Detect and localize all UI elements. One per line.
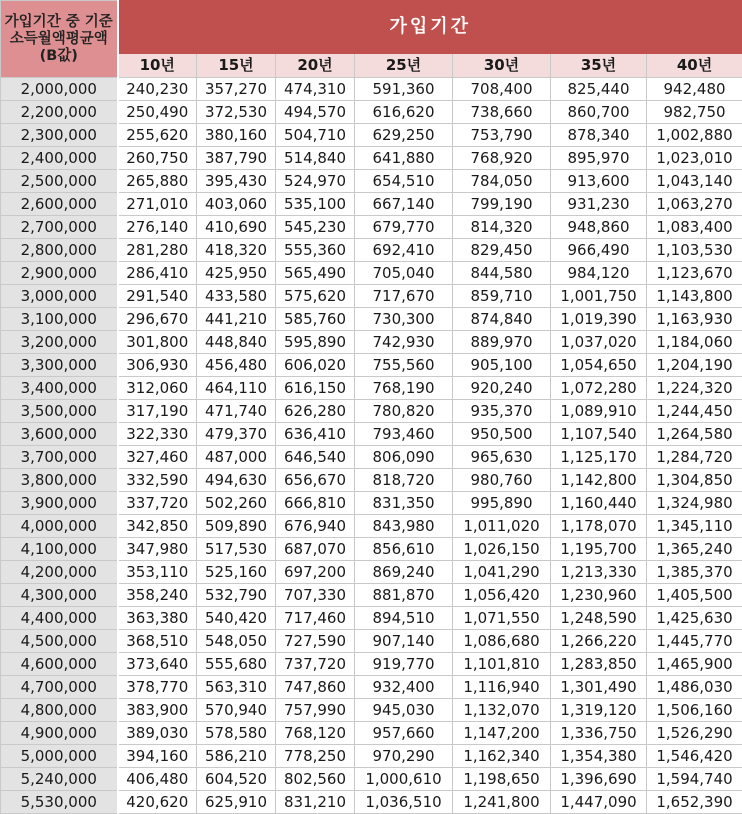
b-value-cell: 3,100,000	[1, 308, 118, 331]
pension-value-cell: 831,210	[276, 791, 355, 814]
pension-value-cell: 626,280	[276, 400, 355, 423]
pension-value-cell: 1,385,370	[647, 561, 742, 584]
pension-value-cell: 894,510	[355, 607, 453, 630]
pension-value-cell: 358,240	[118, 584, 197, 607]
pension-value-cell: 806,090	[355, 446, 453, 469]
b-value-cell: 5,240,000	[1, 768, 118, 791]
b-value-cell: 2,500,000	[1, 170, 118, 193]
pension-value-cell: 525,160	[197, 561, 276, 584]
pension-value-cell: 563,310	[197, 676, 276, 699]
pension-value-cell: 717,460	[276, 607, 355, 630]
pension-value-cell: 931,230	[551, 193, 647, 216]
pension-value-cell: 353,110	[118, 561, 197, 584]
pension-value-cell: 604,520	[197, 768, 276, 791]
table-row	[1, 193, 742, 216]
pension-value-cell: 1,026,150	[453, 538, 551, 561]
pension-value-cell: 586,210	[197, 745, 276, 768]
pension-value-cell: 1,041,290	[453, 561, 551, 584]
b-value-cell: 2,900,000	[1, 262, 118, 285]
pension-value-cell: 1,204,190	[647, 354, 742, 377]
b-value-cell: 4,300,000	[1, 584, 118, 607]
pension-value-cell: 799,190	[453, 193, 551, 216]
pension-value-cell: 591,360	[355, 78, 453, 101]
pension-value-cell: 342,850	[118, 515, 197, 538]
table-row	[1, 147, 742, 170]
pension-value-cell: 545,230	[276, 216, 355, 239]
pension-value-cell: 1,083,400	[647, 216, 742, 239]
pension-value-cell: 1,425,630	[647, 607, 742, 630]
pension-value-cell: 1,071,550	[453, 607, 551, 630]
pension-value-cell: 1,195,700	[551, 538, 647, 561]
pension-value-cell: 373,640	[118, 653, 197, 676]
pension-value-cell: 1,001,750	[551, 285, 647, 308]
pension-value-cell: 742,930	[355, 331, 453, 354]
pension-value-cell: 406,480	[118, 768, 197, 791]
table-row	[1, 469, 742, 492]
pension-value-cell: 575,620	[276, 285, 355, 308]
pension-value-cell: 368,510	[118, 630, 197, 653]
table-row	[1, 515, 742, 538]
pension-value-cell: 578,580	[197, 722, 276, 745]
b-value-cell: 3,700,000	[1, 446, 118, 469]
table-title: 가입기간	[118, 1, 742, 54]
pension-value-cell: 667,140	[355, 193, 453, 216]
pension-value-cell: 874,840	[453, 308, 551, 331]
pension-value-cell: 504,710	[276, 124, 355, 147]
pension-value-cell: 1,594,740	[647, 768, 742, 791]
pension-value-cell: 1,160,440	[551, 492, 647, 515]
pension-value-cell: 995,890	[453, 492, 551, 515]
b-value-cell: 3,200,000	[1, 331, 118, 354]
pension-value-cell: 950,500	[453, 423, 551, 446]
pension-value-cell: 895,970	[551, 147, 647, 170]
pension-value-cell: 717,670	[355, 285, 453, 308]
pension-value-cell: 1,213,330	[551, 561, 647, 584]
pension-value-cell: 814,320	[453, 216, 551, 239]
pension-value-cell: 856,610	[355, 538, 453, 561]
pension-value-cell: 420,620	[118, 791, 197, 814]
pension-value-cell: 1,147,200	[453, 722, 551, 745]
b-value-cell: 4,400,000	[1, 607, 118, 630]
b-value-cell: 4,000,000	[1, 515, 118, 538]
b-value-cell: 4,200,000	[1, 561, 118, 584]
pension-value-cell: 1,396,690	[551, 768, 647, 791]
pension-value-cell: 456,480	[197, 354, 276, 377]
pension-value-cell: 768,120	[276, 722, 355, 745]
pension-value-cell: 1,230,960	[551, 584, 647, 607]
pension-value-cell: 859,710	[453, 285, 551, 308]
b-value-cell: 4,600,000	[1, 653, 118, 676]
pension-value-cell: 296,670	[118, 308, 197, 331]
pension-value-cell: 802,560	[276, 768, 355, 791]
pension-value-cell: 1,142,800	[551, 469, 647, 492]
pension-value-cell: 1,248,590	[551, 607, 647, 630]
pension-value-cell: 1,198,650	[453, 768, 551, 791]
table-row	[1, 285, 742, 308]
table-row	[1, 170, 742, 193]
pension-value-cell: 919,770	[355, 653, 453, 676]
pension-value-cell: 1,284,720	[647, 446, 742, 469]
pension-value-cell: 656,670	[276, 469, 355, 492]
table-row	[1, 400, 742, 423]
pension-value-cell: 357,270	[197, 78, 276, 101]
pension-value-cell: 322,330	[118, 423, 197, 446]
pension-value-cell: 1,143,800	[647, 285, 742, 308]
b-value-cell: 2,800,000	[1, 239, 118, 262]
pension-value-cell: 260,750	[118, 147, 197, 170]
pension-value-cell: 625,910	[197, 791, 276, 814]
b-value-cell: 2,400,000	[1, 147, 118, 170]
table-row	[1, 538, 742, 561]
pension-value-cell: 383,900	[118, 699, 197, 722]
table-row	[1, 722, 742, 745]
b-value-cell: 3,600,000	[1, 423, 118, 446]
pension-value-cell: 1,283,850	[551, 653, 647, 676]
pension-value-cell: 1,324,980	[647, 492, 742, 515]
b-value-cell: 5,000,000	[1, 745, 118, 768]
pension-value-cell: 970,290	[355, 745, 453, 768]
pension-value-cell: 881,870	[355, 584, 453, 607]
pension-value-cell: 425,950	[197, 262, 276, 285]
pension-value-cell: 565,490	[276, 262, 355, 285]
pension-value-cell: 535,100	[276, 193, 355, 216]
pension-value-cell: 347,980	[118, 538, 197, 561]
pension-value-cell: 1,072,280	[551, 377, 647, 400]
pension-value-cell: 727,590	[276, 630, 355, 653]
pension-value-cell: 286,410	[118, 262, 197, 285]
pension-value-cell: 380,160	[197, 124, 276, 147]
pension-value-cell: 948,860	[551, 216, 647, 239]
pension-value-cell: 514,840	[276, 147, 355, 170]
pension-value-cell: 1,063,270	[647, 193, 742, 216]
pension-value-cell: 494,630	[197, 469, 276, 492]
pension-value-cell: 524,970	[276, 170, 355, 193]
pension-value-cell: 1,526,290	[647, 722, 742, 745]
pension-value-cell: 271,010	[118, 193, 197, 216]
pension-value-cell: 1,304,850	[647, 469, 742, 492]
pension-value-cell: 378,770	[118, 676, 197, 699]
pension-value-cell: 1,019,390	[551, 308, 647, 331]
pension-value-cell: 1,086,680	[453, 630, 551, 653]
pension-value-cell: 831,350	[355, 492, 453, 515]
pension-value-cell: 479,370	[197, 423, 276, 446]
pension-value-cell: 517,530	[197, 538, 276, 561]
pension-value-cell: 555,680	[197, 653, 276, 676]
pension-value-cell: 487,000	[197, 446, 276, 469]
pension-value-cell: 606,020	[276, 354, 355, 377]
table-row	[1, 653, 742, 676]
pension-value-cell: 1,011,020	[453, 515, 551, 538]
pension-value-cell: 1,365,240	[647, 538, 742, 561]
pension-value-cell: 793,460	[355, 423, 453, 446]
pension-value-cell: 935,370	[453, 400, 551, 423]
pension-value-cell: 860,700	[551, 101, 647, 124]
pension-value-cell: 448,840	[197, 331, 276, 354]
year-header: 35년	[551, 54, 647, 78]
pension-value-cell: 905,100	[453, 354, 551, 377]
pension-value-cell: 464,110	[197, 377, 276, 400]
pension-value-cell: 768,920	[453, 147, 551, 170]
pension-value-cell: 730,300	[355, 308, 453, 331]
pension-value-cell: 778,250	[276, 745, 355, 768]
table-row	[1, 630, 742, 653]
year-header: 10년	[118, 54, 197, 78]
pension-value-cell: 687,070	[276, 538, 355, 561]
pension-value-cell: 281,280	[118, 239, 197, 262]
pension-value-cell: 306,930	[118, 354, 197, 377]
pension-value-cell: 317,190	[118, 400, 197, 423]
pension-value-cell: 980,760	[453, 469, 551, 492]
year-header: 30년	[453, 54, 551, 78]
pension-value-cell: 666,810	[276, 492, 355, 515]
pension-value-cell: 1,546,420	[647, 745, 742, 768]
pension-value-cell: 255,620	[118, 124, 197, 147]
pension-value-cell: 697,200	[276, 561, 355, 584]
pension-value-cell: 433,580	[197, 285, 276, 308]
pension-value-cell: 1,116,940	[453, 676, 551, 699]
table-row	[1, 101, 742, 124]
pension-value-cell: 757,990	[276, 699, 355, 722]
pension-value-cell: 548,050	[197, 630, 276, 653]
pension-value-cell: 372,530	[197, 101, 276, 124]
pension-value-cell: 907,140	[355, 630, 453, 653]
pension-value-cell: 265,880	[118, 170, 197, 193]
pension-value-cell: 1,036,510	[355, 791, 453, 814]
pension-value-cell: 1,002,880	[647, 124, 742, 147]
pension-value-cell: 502,260	[197, 492, 276, 515]
pension-value-cell: 825,440	[551, 78, 647, 101]
b-value-cell: 2,300,000	[1, 124, 118, 147]
pension-value-cell: 595,890	[276, 331, 355, 354]
table-row	[1, 423, 742, 446]
pension-value-cell: 1,652,390	[647, 791, 742, 814]
pension-value-cell: 1,107,540	[551, 423, 647, 446]
pension-value-cell: 707,330	[276, 584, 355, 607]
pension-value-cell: 641,880	[355, 147, 453, 170]
pension-value-cell: 327,460	[118, 446, 197, 469]
b-value-cell: 4,700,000	[1, 676, 118, 699]
pension-value-cell: 395,430	[197, 170, 276, 193]
table-body	[1, 78, 742, 814]
pension-value-cell: 332,590	[118, 469, 197, 492]
b-value-cell: 2,000,000	[1, 78, 118, 101]
table-row	[1, 216, 742, 239]
pension-value-cell: 1,162,340	[453, 745, 551, 768]
pension-value-cell: 889,970	[453, 331, 551, 354]
pension-value-cell: 1,465,900	[647, 653, 742, 676]
b-value-cell: 4,500,000	[1, 630, 118, 653]
pension-value-cell: 250,490	[118, 101, 197, 124]
pension-value-cell: 555,360	[276, 239, 355, 262]
pension-value-cell: 540,420	[197, 607, 276, 630]
pension-value-cell: 387,790	[197, 147, 276, 170]
table-row	[1, 492, 742, 515]
pension-value-cell: 984,120	[551, 262, 647, 285]
pension-value-cell: 878,340	[551, 124, 647, 147]
pension-value-cell: 494,570	[276, 101, 355, 124]
pension-value-cell: 844,580	[453, 262, 551, 285]
pension-value-cell: 1,178,070	[551, 515, 647, 538]
pension-value-cell: 363,380	[118, 607, 197, 630]
pension-value-cell: 570,940	[197, 699, 276, 722]
pension-value-cell: 708,400	[453, 78, 551, 101]
pension-value-cell: 1,405,500	[647, 584, 742, 607]
b-value-cell: 4,800,000	[1, 699, 118, 722]
pension-value-cell: 692,410	[355, 239, 453, 262]
b-value-cell: 3,300,000	[1, 354, 118, 377]
table-row	[1, 377, 742, 400]
table-row	[1, 607, 742, 630]
pension-value-cell: 403,060	[197, 193, 276, 216]
pension-value-cell: 474,310	[276, 78, 355, 101]
title-row	[1, 1, 742, 54]
pension-value-cell: 1,163,930	[647, 308, 742, 331]
pension-value-cell: 1,184,060	[647, 331, 742, 354]
pension-value-cell: 957,660	[355, 722, 453, 745]
pension-value-cell: 1,319,120	[551, 699, 647, 722]
table-row	[1, 561, 742, 584]
pension-value-cell: 312,060	[118, 377, 197, 400]
pension-value-cell: 636,410	[276, 423, 355, 446]
pension-value-cell: 1,101,810	[453, 653, 551, 676]
table-row	[1, 262, 742, 285]
pension-value-cell: 389,030	[118, 722, 197, 745]
pension-value-cell: 679,770	[355, 216, 453, 239]
pension-value-cell: 646,540	[276, 446, 355, 469]
pension-value-cell: 1,103,530	[647, 239, 742, 262]
b-value-cell: 3,400,000	[1, 377, 118, 400]
pension-value-cell: 1,043,140	[647, 170, 742, 193]
b-value-cell: 2,600,000	[1, 193, 118, 216]
pension-value-cell: 509,890	[197, 515, 276, 538]
pension-value-cell: 818,720	[355, 469, 453, 492]
year-header: 40년	[647, 54, 742, 78]
pension-value-cell: 780,820	[355, 400, 453, 423]
pension-value-cell: 1,000,610	[355, 768, 453, 791]
pension-value-cell: 1,244,450	[647, 400, 742, 423]
pension-value-cell: 1,037,020	[551, 331, 647, 354]
b-value-cell: 4,100,000	[1, 538, 118, 561]
pension-value-cell: 1,224,320	[647, 377, 742, 400]
pension-value-cell: 965,630	[453, 446, 551, 469]
pension-value-cell: 1,241,800	[453, 791, 551, 814]
pension-value-cell: 942,480	[647, 78, 742, 101]
b-value-cell: 2,200,000	[1, 101, 118, 124]
table-row	[1, 699, 742, 722]
corner-header: 가입기간 중 기준소득월액평균액(B값)	[1, 1, 118, 78]
table-row	[1, 331, 742, 354]
pension-value-cell: 1,336,750	[551, 722, 647, 745]
pension-value-cell: 471,740	[197, 400, 276, 423]
b-value-cell: 4,900,000	[1, 722, 118, 745]
table-row	[1, 676, 742, 699]
pension-value-cell: 747,860	[276, 676, 355, 699]
pension-value-cell: 1,089,910	[551, 400, 647, 423]
pension-value-cell: 441,210	[197, 308, 276, 331]
pension-value-cell: 982,750	[647, 101, 742, 124]
table-row	[1, 745, 742, 768]
pension-value-cell: 1,301,490	[551, 676, 647, 699]
pension-value-cell: 1,123,670	[647, 262, 742, 285]
table-row	[1, 354, 742, 377]
pension-value-cell: 755,560	[355, 354, 453, 377]
pension-value-cell: 394,160	[118, 745, 197, 768]
year-header: 15년	[197, 54, 276, 78]
pension-value-cell: 1,054,650	[551, 354, 647, 377]
table-row	[1, 768, 742, 791]
pension-value-cell: 1,056,420	[453, 584, 551, 607]
pension-value-cell: 932,400	[355, 676, 453, 699]
pension-value-cell: 1,445,770	[647, 630, 742, 653]
pension-value-cell: 1,023,010	[647, 147, 742, 170]
table-row	[1, 584, 742, 607]
pension-value-cell: 1,345,110	[647, 515, 742, 538]
table-row	[1, 446, 742, 469]
b-value-cell: 5,530,000	[1, 791, 118, 814]
pension-value-cell: 410,690	[197, 216, 276, 239]
pension-value-cell: 532,790	[197, 584, 276, 607]
pension-value-cell: 301,800	[118, 331, 197, 354]
pension-value-cell: 240,230	[118, 78, 197, 101]
pension-value-cell: 913,600	[551, 170, 647, 193]
b-value-cell: 3,900,000	[1, 492, 118, 515]
pension-value-cell: 616,620	[355, 101, 453, 124]
pension-value-cell: 737,720	[276, 653, 355, 676]
table-row	[1, 78, 742, 101]
pension-value-cell: 768,190	[355, 377, 453, 400]
pension-value-cell: 869,240	[355, 561, 453, 584]
b-value-cell: 3,500,000	[1, 400, 118, 423]
pension-value-cell: 418,320	[197, 239, 276, 262]
table-row	[1, 308, 742, 331]
pension-value-cell: 784,050	[453, 170, 551, 193]
pension-value-cell: 585,760	[276, 308, 355, 331]
pension-value-cell: 966,490	[551, 239, 647, 262]
year-header: 20년	[276, 54, 355, 78]
pension-value-cell: 629,250	[355, 124, 453, 147]
pension-value-cell: 738,660	[453, 101, 551, 124]
year-header: 25년	[355, 54, 453, 78]
pension-value-cell: 843,980	[355, 515, 453, 538]
b-value-cell: 3,800,000	[1, 469, 118, 492]
pension-value-cell: 1,125,170	[551, 446, 647, 469]
table-row	[1, 791, 742, 814]
pension-value-cell: 1,354,380	[551, 745, 647, 768]
pension-value-cell: 920,240	[453, 377, 551, 400]
pension-value-cell: 1,266,220	[551, 630, 647, 653]
pension-value-cell: 291,540	[118, 285, 197, 308]
pension-value-cell: 337,720	[118, 492, 197, 515]
pension-value-cell: 1,132,070	[453, 699, 551, 722]
pension-value-cell: 654,510	[355, 170, 453, 193]
pension-value-cell: 753,790	[453, 124, 551, 147]
b-value-cell: 3,000,000	[1, 285, 118, 308]
b-value-cell: 2,700,000	[1, 216, 118, 239]
pension-value-cell: 829,450	[453, 239, 551, 262]
table-row	[1, 124, 742, 147]
pension-value-cell: 616,150	[276, 377, 355, 400]
pension-value-cell: 1,447,090	[551, 791, 647, 814]
pension-value-cell: 705,040	[355, 262, 453, 285]
pension-value-cell: 276,140	[118, 216, 197, 239]
table-row	[1, 239, 742, 262]
pension-value-cell: 1,486,030	[647, 676, 742, 699]
pension-value-cell: 676,940	[276, 515, 355, 538]
pension-value-cell: 1,506,160	[647, 699, 742, 722]
pension-value-cell: 945,030	[355, 699, 453, 722]
pension-value-cell: 1,264,580	[647, 423, 742, 446]
